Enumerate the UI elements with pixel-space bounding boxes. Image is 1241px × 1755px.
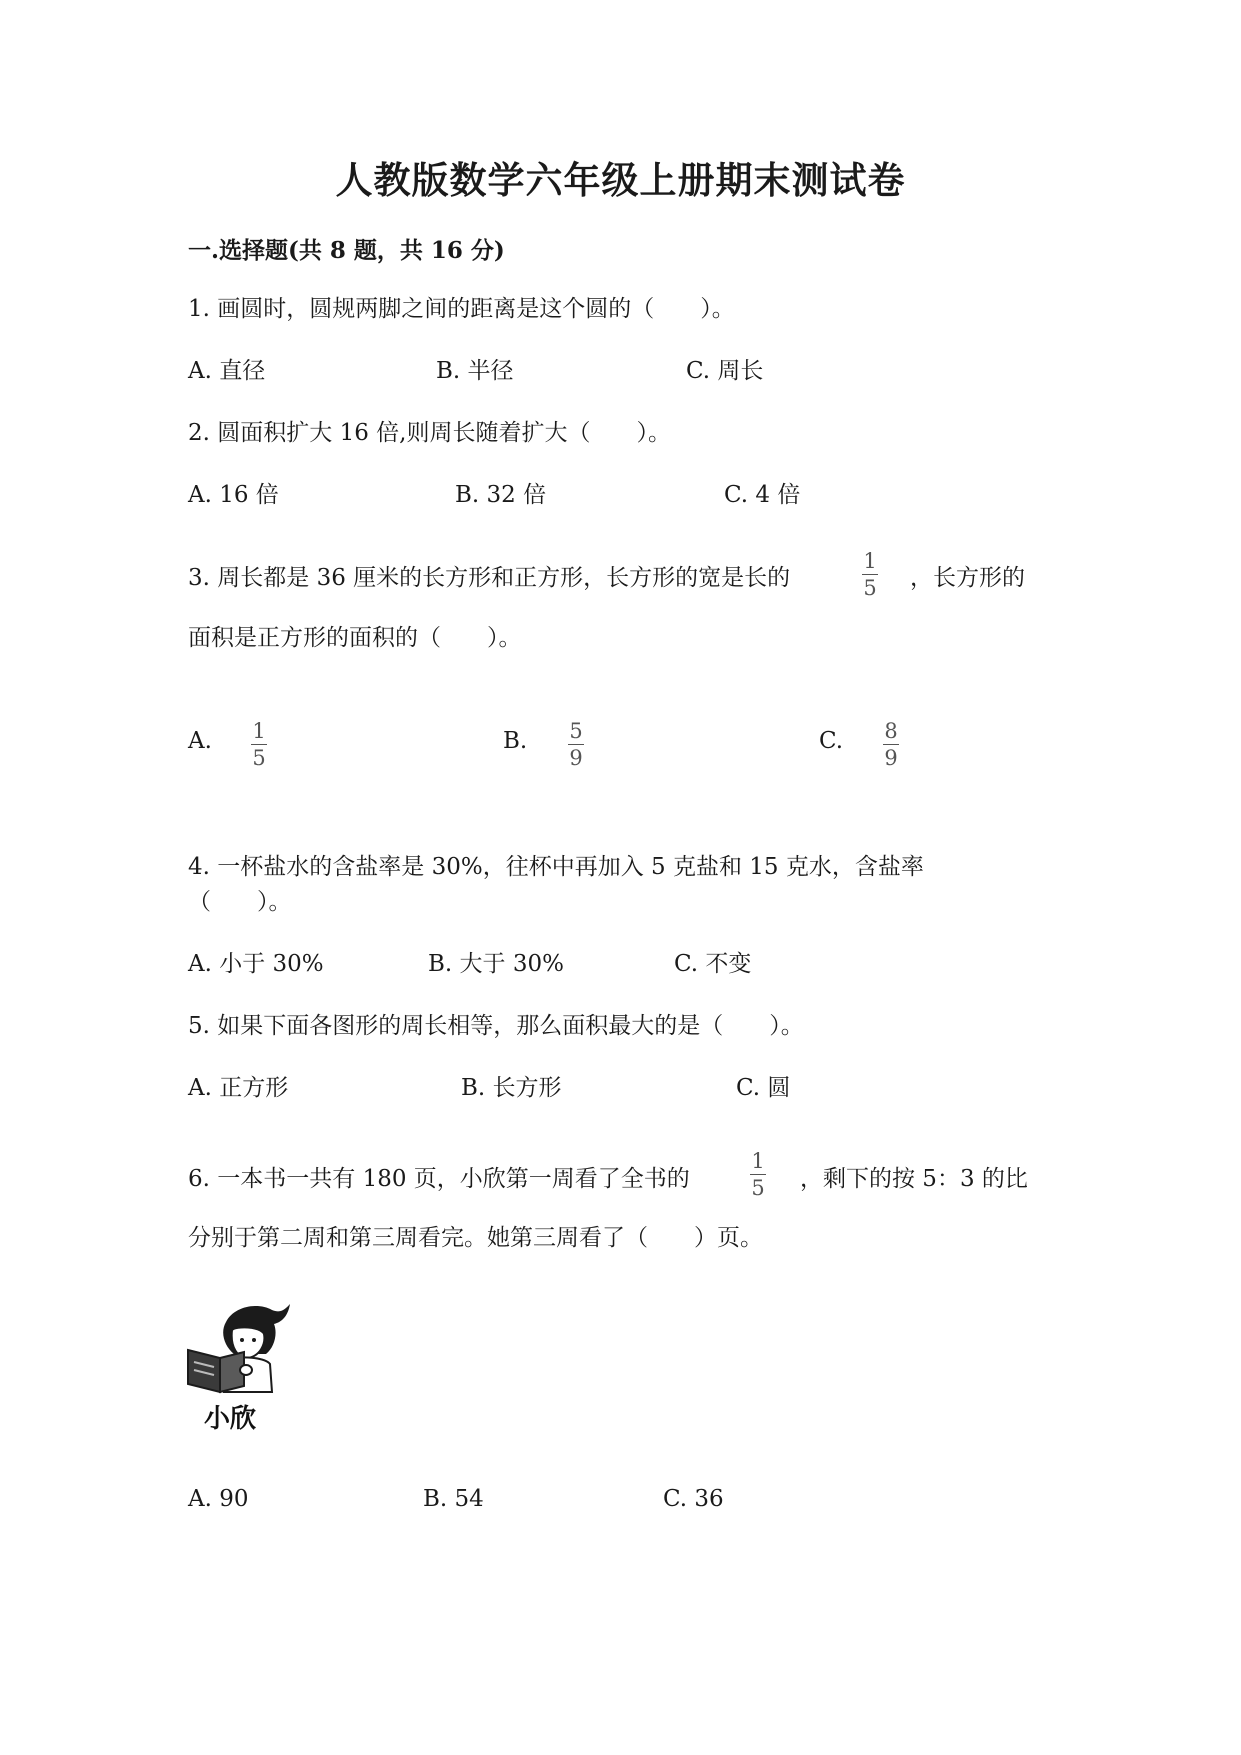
- question-1-stem: 1. 画圆时，圆规两脚之间的距离是这个圆的（ ）。: [188, 296, 735, 322]
- question-4-option-a[interactable]: A. 小于 30%: [188, 951, 324, 977]
- question-6-option-c[interactable]: C. 36: [663, 1486, 724, 1512]
- question-3-stem-fraction: [862, 550, 878, 599]
- question-3-option-c-label[interactable]: C.: [819, 728, 844, 754]
- fraction-denominator: 5: [863, 576, 877, 600]
- question-3-stem-part2: ，长方形的: [910, 565, 1025, 591]
- fraction-denominator: 5: [751, 1176, 765, 1200]
- fraction-bar: [862, 574, 878, 575]
- question-5-option-b[interactable]: B. 长方形: [461, 1075, 562, 1101]
- question-3-option-b-fraction[interactable]: [568, 720, 584, 769]
- question-1-option-c[interactable]: C. 周长: [686, 358, 764, 384]
- question-6-option-b[interactable]: B. 54: [423, 1486, 484, 1512]
- question-4-stem-line1: 4. 一杯盐水的含盐率是 30%，往杯中再加入 5 克盐和 15 克水，含盐率: [188, 854, 924, 880]
- fraction-numerator: 8: [884, 719, 898, 743]
- question-4-stem-line2: （ ）。: [188, 889, 292, 915]
- fraction-denominator: 5: [252, 746, 266, 770]
- question-1-option-a[interactable]: A. 直径: [188, 358, 266, 384]
- question-5-option-c[interactable]: C. 圆: [736, 1075, 791, 1101]
- question-3-option-b-label[interactable]: B.: [503, 728, 528, 754]
- fraction-denominator: 9: [884, 746, 898, 770]
- question-6-option-a[interactable]: A. 90: [188, 1486, 249, 1512]
- question-2-stem: 2. 圆面积扩大 16 倍,则周长随着扩大（ ）。: [188, 420, 671, 446]
- question-2-option-b[interactable]: B. 32 倍: [455, 482, 547, 508]
- fraction-numerator: 5: [569, 719, 583, 743]
- question-4-option-c[interactable]: C. 不变: [674, 951, 752, 977]
- fraction-bar: [568, 744, 584, 745]
- question-6-stem-line2: 分别于第二周和第三周看完。她第三周看了（ ）页。: [188, 1225, 763, 1251]
- fraction-bar: [883, 744, 899, 745]
- question-2-option-a[interactable]: A. 16 倍: [188, 482, 279, 508]
- section-heading: 一.选择题(共 8 题，共 16 分): [188, 237, 505, 264]
- question-6-stem-part2: ，剩下的按 5：3 的比: [800, 1166, 1028, 1192]
- question-3-stem-part1: 3. 周长都是 36 厘米的长方形和正方形，长方形的宽是长的: [188, 565, 791, 591]
- question-4-option-b[interactable]: B. 大于 30%: [428, 951, 564, 977]
- question-1-option-b[interactable]: B. 半径: [436, 358, 514, 384]
- fraction-bar: [750, 1174, 766, 1175]
- fraction-denominator: 9: [569, 746, 583, 770]
- question-6-stem-part1: 6. 一本书一共有 180 页，小欣第一周看了全书的: [188, 1166, 690, 1192]
- page-title: 人教版数学六年级上册期末测试卷: [335, 158, 906, 202]
- question-3-option-c-fraction[interactable]: [883, 720, 899, 769]
- fraction-numerator: 1: [751, 1149, 765, 1173]
- question-2-option-c[interactable]: C. 4 倍: [724, 482, 801, 508]
- question-3-option-a-label[interactable]: A.: [188, 728, 212, 754]
- question-5-stem: 5. 如果下面各图形的周长相等，那么面积最大的是（ ）。: [188, 1013, 804, 1039]
- question-6-stem-fraction: [750, 1150, 766, 1199]
- illustration-label: 小欣: [204, 1404, 257, 1434]
- question-3-stem-line2: 面积是正方形的面积的（ ）。: [188, 625, 522, 651]
- fraction-numerator: 1: [252, 719, 266, 743]
- fraction-numerator: 1: [863, 549, 877, 573]
- question-5-option-a[interactable]: A. 正方形: [188, 1075, 289, 1101]
- fraction-bar: [251, 744, 267, 745]
- question-3-option-a-fraction[interactable]: [251, 720, 267, 769]
